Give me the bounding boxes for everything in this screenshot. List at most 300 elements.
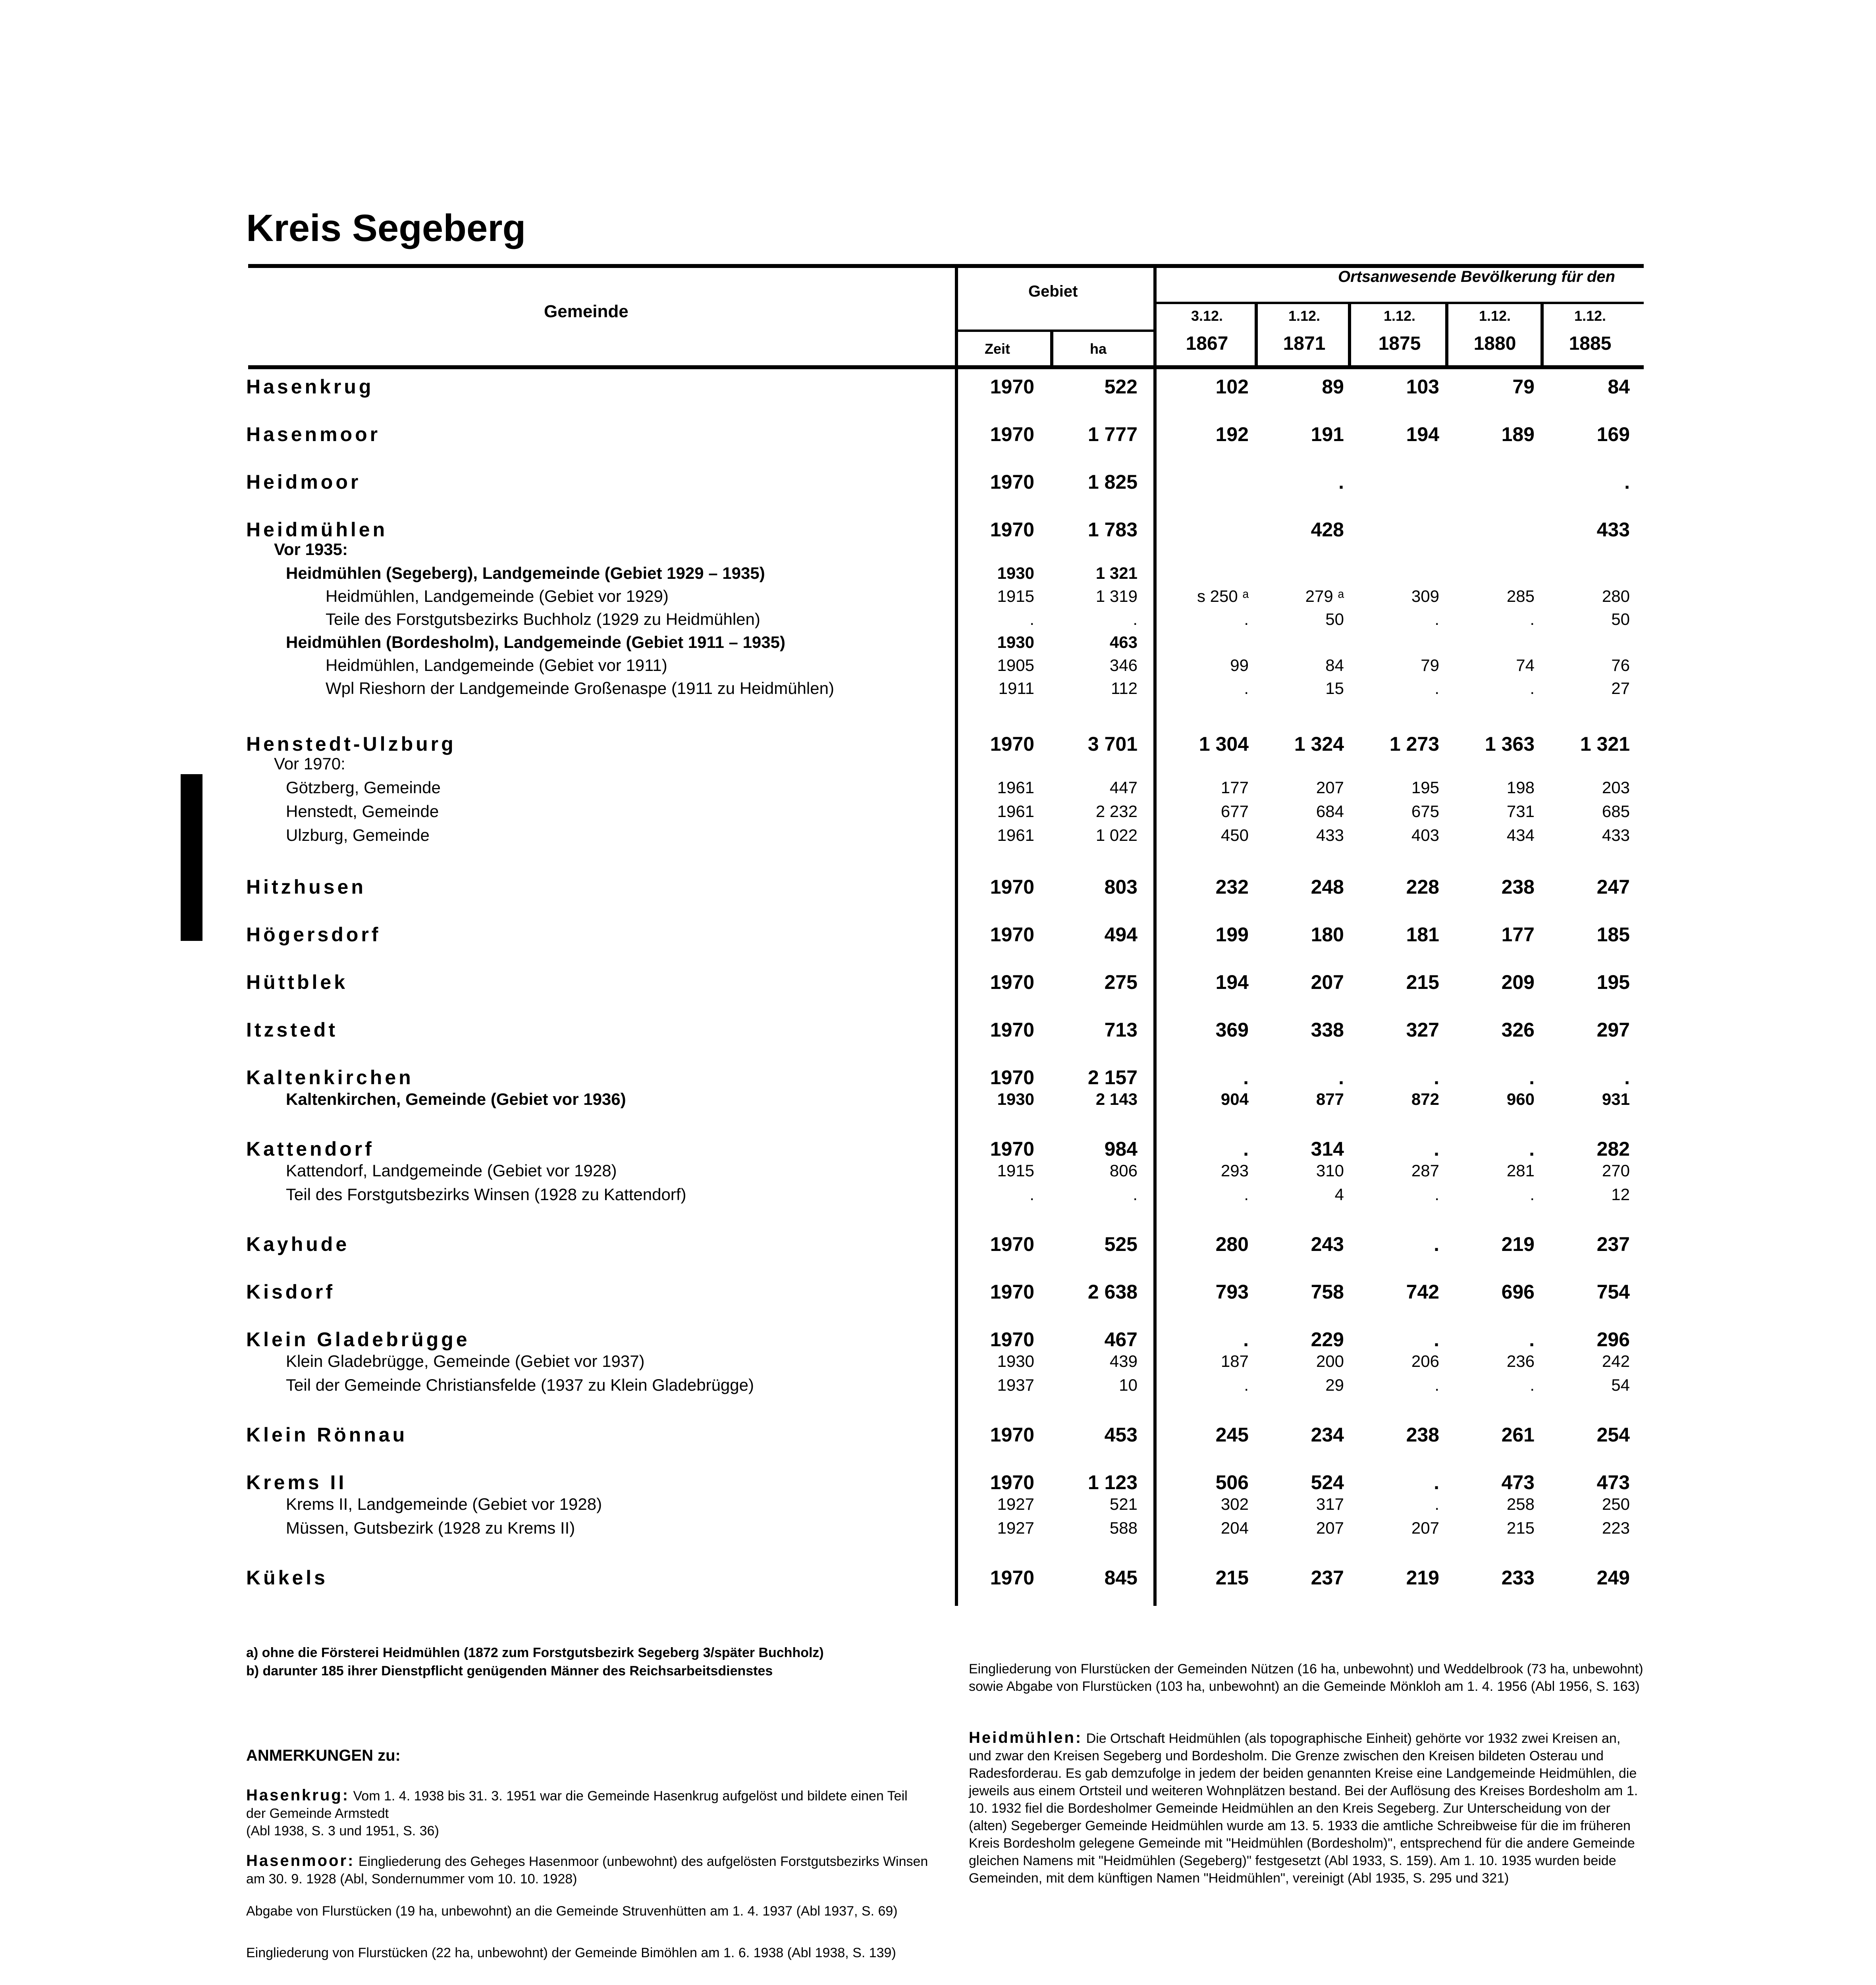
table-row	[0, 1566, 1876, 1590]
row-cell: 1961	[997, 826, 1034, 844]
row-label: Heidmühlen, Landgemeinde (Gebiet vor 1911)	[326, 656, 667, 675]
row-cell: 713	[1104, 1019, 1138, 1041]
row-cell: 194	[1406, 423, 1439, 445]
row-cell: 169	[1596, 423, 1630, 445]
row-cell: 960	[1506, 1090, 1535, 1108]
row-label: Kattendorf	[246, 1138, 374, 1160]
row-cell: 327	[1406, 1019, 1439, 1041]
row-cell: 1930	[997, 564, 1034, 582]
row-cell: 103	[1406, 376, 1439, 398]
row-cell: 302	[1220, 1495, 1249, 1513]
row-cell: 245	[1215, 1424, 1249, 1446]
row-cell: 238	[1501, 876, 1535, 898]
row-cell: .	[1434, 1185, 1439, 1204]
row-cell: .	[1530, 679, 1535, 698]
row-cell: 793	[1215, 1281, 1249, 1303]
row-label: Klein Gladebrügge, Gemeinde (Gebiet vor 1937)	[286, 1352, 645, 1370]
row-cell: .	[1244, 1376, 1249, 1394]
table-row	[0, 826, 1876, 850]
row-cell: .	[1434, 1138, 1439, 1160]
row-label: Högersdorf	[246, 923, 381, 946]
row-cell: 754	[1596, 1281, 1630, 1303]
table-row	[0, 1090, 1876, 1114]
row-cell: 450	[1220, 826, 1249, 844]
table-row	[0, 656, 1876, 680]
table-row	[0, 1066, 1876, 1090]
row-cell: 181	[1406, 923, 1439, 946]
header-gebiet: Gebiet	[1028, 283, 1078, 300]
row-cell: 1930	[997, 1090, 1034, 1108]
row-cell: 74	[1516, 656, 1535, 675]
table-row	[0, 587, 1876, 611]
row-cell: 1 363	[1485, 733, 1535, 755]
row-label: Heidmühlen (Bordesholm), Landgemeinde (Gebiet 1911 – 1935)	[286, 633, 785, 651]
column-divider-1875	[1348, 304, 1351, 367]
row-cell: .	[1530, 1185, 1535, 1204]
row-cell: .	[1243, 1138, 1249, 1160]
row-cell: 3 701	[1087, 733, 1138, 755]
row-cell: 984	[1104, 1138, 1138, 1160]
row-label: Kükels	[246, 1567, 328, 1589]
header-date-1867: 3.12.	[1191, 308, 1223, 324]
row-cell: .	[1434, 1376, 1439, 1394]
row-cell: 1970	[990, 1066, 1034, 1089]
row-cell: 279 ᵃ	[1305, 587, 1344, 605]
row-label: Hitzhusen	[246, 876, 366, 898]
row-cell: 1961	[997, 802, 1034, 821]
row-cell: 1970	[990, 471, 1034, 493]
row-cell: 50	[1611, 610, 1630, 628]
row-cell: 1970	[990, 923, 1034, 946]
table-row	[0, 423, 1876, 447]
table-row	[0, 1495, 1876, 1519]
row-cell: 1970	[990, 1567, 1034, 1589]
row-cell: 428	[1311, 518, 1344, 541]
table-row	[0, 923, 1876, 947]
row-cell: 238	[1406, 1424, 1439, 1446]
row-cell: .	[1244, 1185, 1249, 1204]
row-cell: 1970	[990, 423, 1034, 445]
row-cell: 1 022	[1095, 826, 1138, 844]
row-cell: .	[1530, 610, 1535, 628]
row-cell: 1 783	[1087, 518, 1138, 541]
row-cell: 588	[1109, 1519, 1138, 1537]
row-label: Teil des Forstgutsbezirks Winsen (1928 zu Kattendorf)	[286, 1185, 686, 1204]
row-cell: 904	[1220, 1090, 1249, 1108]
header-year-1885: 1885	[1569, 333, 1612, 354]
table-row	[0, 732, 1876, 756]
header-date-1880: 1.12.	[1479, 308, 1511, 324]
row-cell: 453	[1104, 1424, 1138, 1446]
row-cell: 845	[1104, 1567, 1138, 1589]
row-cell: 731	[1506, 802, 1535, 821]
row-cell: .	[1624, 1066, 1630, 1089]
row-label: Krems II	[246, 1471, 347, 1494]
row-cell: 326	[1501, 1019, 1535, 1041]
row-cell: 1 304	[1199, 733, 1249, 755]
row-label: Wpl Rieshorn der Landgemeinde Großenaspe (1911 zu Heidmühlen)	[326, 679, 834, 698]
row-cell: 1937	[997, 1376, 1034, 1394]
row-cell: .	[1030, 1185, 1034, 1204]
header-date-1875: 1.12.	[1383, 308, 1416, 324]
note-paragraph	[246, 1902, 929, 1920]
note-text: Eingliederung des Geheges Hasenmoor (unbewohnt) des aufgelösten Forstgutsbezirks Winsen am 30. 9. 1928 (Abl, Sondernummer vom 10. 10. 1928)	[246, 1854, 928, 1887]
row-cell: 1 321	[1095, 564, 1138, 582]
row-cell: 258	[1506, 1495, 1535, 1513]
row-label: Kattendorf, Landgemeinde (Gebiet vor 1928)	[286, 1161, 617, 1180]
row-cell: 4	[1334, 1185, 1344, 1204]
row-cell: 84	[1325, 656, 1344, 675]
row-cell: 1970	[990, 1138, 1034, 1160]
row-cell: 310	[1316, 1161, 1344, 1180]
row-label: Hasenmoor	[246, 423, 381, 445]
row-cell: 215	[1406, 971, 1439, 993]
row-cell: 1970	[990, 1471, 1034, 1494]
row-cell: 209	[1501, 971, 1535, 993]
row-label: Kisdorf	[246, 1281, 335, 1303]
row-label: Vor 1970:	[274, 754, 345, 773]
row-cell: 2 232	[1095, 802, 1138, 821]
row-cell: 215	[1215, 1567, 1249, 1589]
row-cell: 1 825	[1087, 471, 1138, 493]
row-cell: 285	[1506, 587, 1535, 605]
row-cell: 931	[1602, 1090, 1630, 1108]
row-cell: .	[1529, 1066, 1535, 1089]
row-cell: 280	[1215, 1233, 1249, 1255]
table-row	[0, 875, 1876, 899]
note-paragraph	[246, 1852, 929, 1888]
row-cell: 229	[1311, 1328, 1344, 1351]
table-row	[0, 802, 1876, 826]
row-cell: 236	[1506, 1352, 1535, 1370]
header-ha: ha	[1090, 341, 1107, 357]
row-cell: 806	[1109, 1161, 1138, 1180]
row-cell: 192	[1215, 423, 1249, 445]
header-year-1880: 1880	[1473, 333, 1516, 354]
row-cell: 1970	[990, 1281, 1034, 1303]
row-label: Heidmoor	[246, 471, 361, 493]
row-label: Klein Gladebrügge	[246, 1328, 470, 1351]
note-paragraph	[246, 1943, 929, 1962]
anmerkungen-title: ANMERKUNGEN zu:	[246, 1747, 401, 1764]
header-year-1875: 1875	[1378, 333, 1421, 354]
table-row	[0, 778, 1876, 802]
row-label: Ulzburg, Gemeinde	[286, 826, 430, 844]
header-zeit: Zeit	[985, 341, 1010, 357]
row-cell: .	[1243, 1328, 1249, 1351]
row-cell: 237	[1596, 1233, 1630, 1255]
row-cell: .	[1244, 610, 1249, 628]
footnote-b: b) darunter 185 ihrer Dienstpflicht genügenden Männer des Reichsarbeitsdienstes	[246, 1663, 773, 1679]
row-cell: 234	[1311, 1424, 1344, 1446]
column-divider-1880	[1445, 304, 1448, 367]
row-cell: s 250 ᵃ	[1197, 587, 1249, 605]
row-cell: 1961	[997, 778, 1034, 797]
row-cell: 803	[1104, 876, 1138, 898]
row-cell: 99	[1230, 656, 1249, 675]
row-label: Kayhude	[246, 1233, 350, 1255]
row-label: Heidmühlen (Segeberg), Landgemeinde (Gebiet 1929 – 1935)	[286, 564, 765, 582]
note-paragraph	[969, 1659, 1644, 1695]
table-row	[0, 1018, 1876, 1042]
row-cell: 696	[1501, 1281, 1535, 1303]
row-label: Kaltenkirchen, Gemeinde (Gebiet vor 1936)	[286, 1090, 626, 1108]
row-label: Henstedt-Ulzburg	[246, 733, 456, 755]
row-cell: 76	[1611, 656, 1630, 675]
row-label: Heidmühlen	[246, 518, 388, 541]
table-row	[0, 1471, 1876, 1495]
row-cell: 758	[1311, 1281, 1344, 1303]
row-cell: 473	[1501, 1471, 1535, 1494]
row-cell: 1915	[997, 1161, 1034, 1180]
row-cell: 198	[1506, 778, 1535, 797]
note-paragraph	[246, 1786, 929, 1840]
row-label: Henstedt, Gemeinde	[286, 802, 439, 821]
header-date-1871: 1.12.	[1288, 308, 1321, 324]
bevoelkerung-header-rule	[1153, 302, 1644, 304]
row-cell: 346	[1109, 656, 1138, 675]
table-row	[0, 1185, 1876, 1209]
row-cell: 206	[1411, 1352, 1439, 1370]
row-cell: 282	[1596, 1138, 1630, 1160]
table-row	[0, 679, 1876, 703]
row-cell: .	[1624, 471, 1630, 493]
row-cell: 10	[1119, 1376, 1138, 1394]
note-heading: Hasenkrug:	[246, 1786, 350, 1804]
row-cell: 463	[1109, 633, 1138, 651]
table-row	[0, 1137, 1876, 1161]
row-cell: .	[1244, 679, 1249, 698]
row-cell: 249	[1596, 1567, 1630, 1589]
row-cell: 872	[1411, 1090, 1439, 1108]
row-cell: 684	[1316, 802, 1344, 821]
page-title: Kreis Segeberg	[246, 207, 526, 249]
row-cell: 261	[1501, 1424, 1535, 1446]
row-cell: 433	[1596, 518, 1630, 541]
row-cell: 524	[1311, 1471, 1344, 1494]
row-cell: 15	[1325, 679, 1344, 698]
row-cell: 494	[1104, 923, 1138, 946]
note-text: Die Ortschaft Heidmühlen (als topographische Einheit) gehörte vor 1932 zwei Kreisen an, und zwar den Kreisen Segeberg und Bordesholm. Die Grenze zwischen den Kreisen bildeten Osterau und Radesforderau. Es gab demzufolge in jedem der beiden genannten Kreise eine Landgemeinde Heidmühlen, die jeweils aus einem Ortsteil und weiteren Wohnplätzen bestand. Bei der Auflösung des Kreises Bordesholm am 1. 10. 1932 fiel die Bordesholmer Gemeinde Heidmühlen an den Kreis Segeberg. Zur Unterscheidung von der (alten) Segeberger Gemeinde Heidmühlen wurde am 13. 5. 1933 die amtliche Schreibweise für die im früheren Kreis Bordesholm gelegene Gemeinde mit "Heidmühlen (Bordesholm)", entsprechend für die andere Gemeinde gleichen Namens mit "Heidmühlen (Segeberg)" festgesetzt (Abl 1933, S. 159). Am 1. 10. 1935 wurden beide Gemeinden, mit dem künftigen Namen "Heidmühlen", vereinigt (Abl 1935, S. 295 und 321)	[969, 1731, 1638, 1886]
row-cell: 177	[1501, 923, 1535, 946]
row-cell: 1970	[990, 1019, 1034, 1041]
row-cell: 280	[1602, 587, 1630, 605]
row-label: Vor 1935:	[274, 540, 348, 559]
row-cell: 195	[1596, 971, 1630, 993]
table-row	[0, 1352, 1876, 1376]
row-cell: 250	[1602, 1495, 1630, 1513]
row-cell: 1970	[990, 376, 1034, 398]
row-cell: 1 324	[1294, 733, 1344, 755]
row-cell: 403	[1411, 826, 1439, 844]
row-cell: 434	[1506, 826, 1535, 844]
row-label: Hasenkrug	[246, 376, 374, 398]
row-cell: 447	[1109, 778, 1138, 797]
row-cell: 473	[1596, 1471, 1630, 1494]
row-cell: 200	[1316, 1352, 1344, 1370]
row-cell: .	[1434, 679, 1439, 698]
row-cell: 1915	[997, 587, 1034, 605]
row-cell: 1970	[990, 1233, 1034, 1255]
row-cell: 275	[1104, 971, 1138, 993]
row-cell: 287	[1411, 1161, 1439, 1180]
header-gemeinde: Gemeinde	[544, 302, 629, 321]
row-cell: 317	[1316, 1495, 1344, 1513]
row-cell: 177	[1220, 778, 1249, 797]
row-cell: 233	[1501, 1567, 1535, 1589]
table-row	[0, 1328, 1876, 1352]
row-cell: 742	[1406, 1281, 1439, 1303]
row-cell: 84	[1608, 376, 1630, 398]
row-label: Götzberg, Gemeinde	[286, 778, 441, 797]
table-row	[0, 470, 1876, 494]
row-cell: 219	[1406, 1567, 1439, 1589]
header-year-1867: 1867	[1186, 333, 1228, 354]
row-label: Klein Rönnau	[246, 1424, 408, 1446]
row-cell: 296	[1596, 1328, 1630, 1351]
row-cell: 1970	[990, 733, 1034, 755]
row-cell: 29	[1325, 1376, 1344, 1394]
row-cell: 685	[1602, 802, 1630, 821]
row-cell: 309	[1411, 587, 1439, 605]
note-text: Eingliederung von Flurstücken (22 ha, unbewohnt) der Gemeinde Bimöhlen am 1. 6. 1938 (Abl 1938, S. 139)	[246, 1945, 896, 1960]
row-cell: 338	[1311, 1019, 1344, 1041]
row-label: Itzstedt	[246, 1019, 338, 1041]
row-cell: 1970	[990, 1424, 1034, 1446]
row-cell: 270	[1602, 1161, 1630, 1180]
row-cell: .	[1434, 1066, 1439, 1089]
row-cell: .	[1434, 610, 1439, 628]
row-cell: 1911	[998, 679, 1034, 698]
row-cell: 242	[1602, 1352, 1630, 1370]
row-cell: 1970	[990, 876, 1034, 898]
note-heading: Heidmühlen:	[969, 1729, 1083, 1746]
row-cell: 433	[1316, 826, 1344, 844]
row-cell: .	[1529, 1328, 1535, 1351]
row-cell: 194	[1215, 971, 1249, 993]
row-cell: 1 321	[1580, 733, 1630, 755]
row-label: Heidmühlen, Landgemeinde (Gebiet vor 1929)	[326, 587, 669, 605]
row-cell: 79	[1512, 376, 1535, 398]
table-row	[0, 971, 1876, 994]
row-cell: 1927	[997, 1495, 1034, 1513]
row-cell: 675	[1411, 802, 1439, 821]
row-cell: 243	[1311, 1233, 1344, 1255]
row-cell: 12	[1611, 1185, 1630, 1204]
table-row	[0, 633, 1876, 657]
note-paragraph	[969, 1983, 1644, 1985]
row-cell: .	[1030, 610, 1034, 628]
table-row	[0, 1280, 1876, 1304]
table-row	[0, 518, 1876, 542]
row-cell: 521	[1109, 1495, 1138, 1513]
table-row	[0, 1423, 1876, 1447]
row-cell: 185	[1596, 923, 1630, 946]
row-cell: 439	[1109, 1352, 1138, 1370]
row-cell: 2 638	[1087, 1281, 1138, 1303]
row-cell: .	[1133, 610, 1138, 628]
row-cell: 314	[1311, 1138, 1344, 1160]
footnote-a: a) ohne die Försterei Heidmühlen (1872 zum Forstgutsbezirk Segeberg 3/später Buchholz)	[246, 1645, 824, 1660]
row-cell: 525	[1104, 1233, 1138, 1255]
row-cell: .	[1338, 1066, 1344, 1089]
row-cell: 207	[1316, 778, 1344, 797]
row-label: Hüttblek	[246, 971, 348, 993]
row-cell: 54	[1611, 1376, 1630, 1394]
row-cell: 2 157	[1087, 1066, 1138, 1089]
row-label: Teil der Gemeinde Christiansfelde (1937 zu Klein Gladebrügge)	[286, 1376, 754, 1394]
row-cell: 1 777	[1087, 423, 1138, 445]
row-cell: 1970	[990, 1328, 1034, 1351]
table-top-rule	[248, 264, 1644, 268]
row-cell: 877	[1316, 1090, 1344, 1108]
row-cell: 50	[1325, 610, 1344, 628]
row-cell: 223	[1602, 1519, 1630, 1537]
row-cell: 112	[1111, 679, 1138, 698]
row-cell: 369	[1215, 1019, 1249, 1041]
row-cell: 248	[1311, 876, 1344, 898]
row-cell: .	[1434, 1328, 1439, 1351]
gebiet-header-rule	[955, 330, 1153, 332]
row-label: Müssen, Gutsbezirk (1928 zu Krems II)	[286, 1519, 575, 1537]
row-cell: 89	[1322, 376, 1344, 398]
row-cell: .	[1434, 1471, 1439, 1494]
table-header-rule	[248, 365, 1644, 369]
header-year-1871: 1871	[1283, 333, 1326, 354]
row-cell: 204	[1220, 1519, 1249, 1537]
table-row	[0, 1233, 1876, 1257]
note-text: Abgabe von Flurstücken (19 ha, unbewohnt) an die Gemeinde Struvenhütten am 1. 4. 1937 (Abl 1937, S. 69)	[246, 1904, 898, 1919]
row-cell: 219	[1501, 1233, 1535, 1255]
table-row	[0, 375, 1876, 399]
row-cell: 207	[1411, 1519, 1439, 1537]
row-cell: .	[1434, 1495, 1439, 1513]
row-cell: 433	[1602, 826, 1630, 844]
row-cell: 677	[1220, 802, 1249, 821]
row-cell: 1930	[997, 1352, 1034, 1370]
row-cell: 467	[1104, 1328, 1138, 1351]
row-cell: .	[1530, 1376, 1535, 1394]
row-cell: 187	[1220, 1352, 1249, 1370]
row-cell: 1905	[997, 656, 1034, 675]
note-text: Eingliederung von Flurstücken der Gemeinden Nützen (16 ha, unbewohnt) und Weddelbrook (73 ha, unbewohnt) sowie Abgabe von Flurstücken (103 ha, unbewohnt) an die Gemeinde Mönkloh am 1. 4. 1956 (Abl 1956, S. 163)	[969, 1661, 1643, 1694]
table-row	[0, 564, 1876, 588]
row-cell: .	[1434, 1233, 1439, 1255]
header-date-1885: 1.12.	[1574, 308, 1606, 324]
row-cell: 199	[1215, 923, 1249, 946]
row-cell: 506	[1215, 1471, 1249, 1494]
row-cell: 203	[1602, 778, 1630, 797]
row-cell: .	[1529, 1138, 1535, 1160]
table-row	[0, 610, 1876, 634]
row-cell: 1 273	[1389, 733, 1439, 755]
row-cell: 522	[1104, 376, 1138, 398]
row-cell: 1927	[997, 1519, 1034, 1537]
note-text: Vom 1. 4. 1938 bis 31. 3. 1951 war die Gemeinde Hasenkrug aufgelöst und bildete einen Teil der Gemeinde Armstedt (Abl 1938, S. 3 und 1951, S. 36)	[246, 1788, 908, 1839]
row-cell: 1970	[990, 518, 1034, 541]
row-cell: 254	[1596, 1424, 1630, 1446]
column-divider-1871	[1255, 304, 1258, 367]
row-cell: 1 123	[1087, 1471, 1138, 1494]
row-cell: 189	[1501, 423, 1535, 445]
row-cell: 247	[1596, 876, 1630, 898]
row-cell: 281	[1506, 1161, 1535, 1180]
row-cell: 207	[1311, 971, 1344, 993]
header-bevoelkerung: Ortsanwesende Bevölkerung für den	[1338, 268, 1615, 285]
note-paragraph	[969, 1729, 1644, 1887]
row-cell: 215	[1506, 1519, 1535, 1537]
note-heading: Hasenmoor:	[246, 1852, 355, 1869]
